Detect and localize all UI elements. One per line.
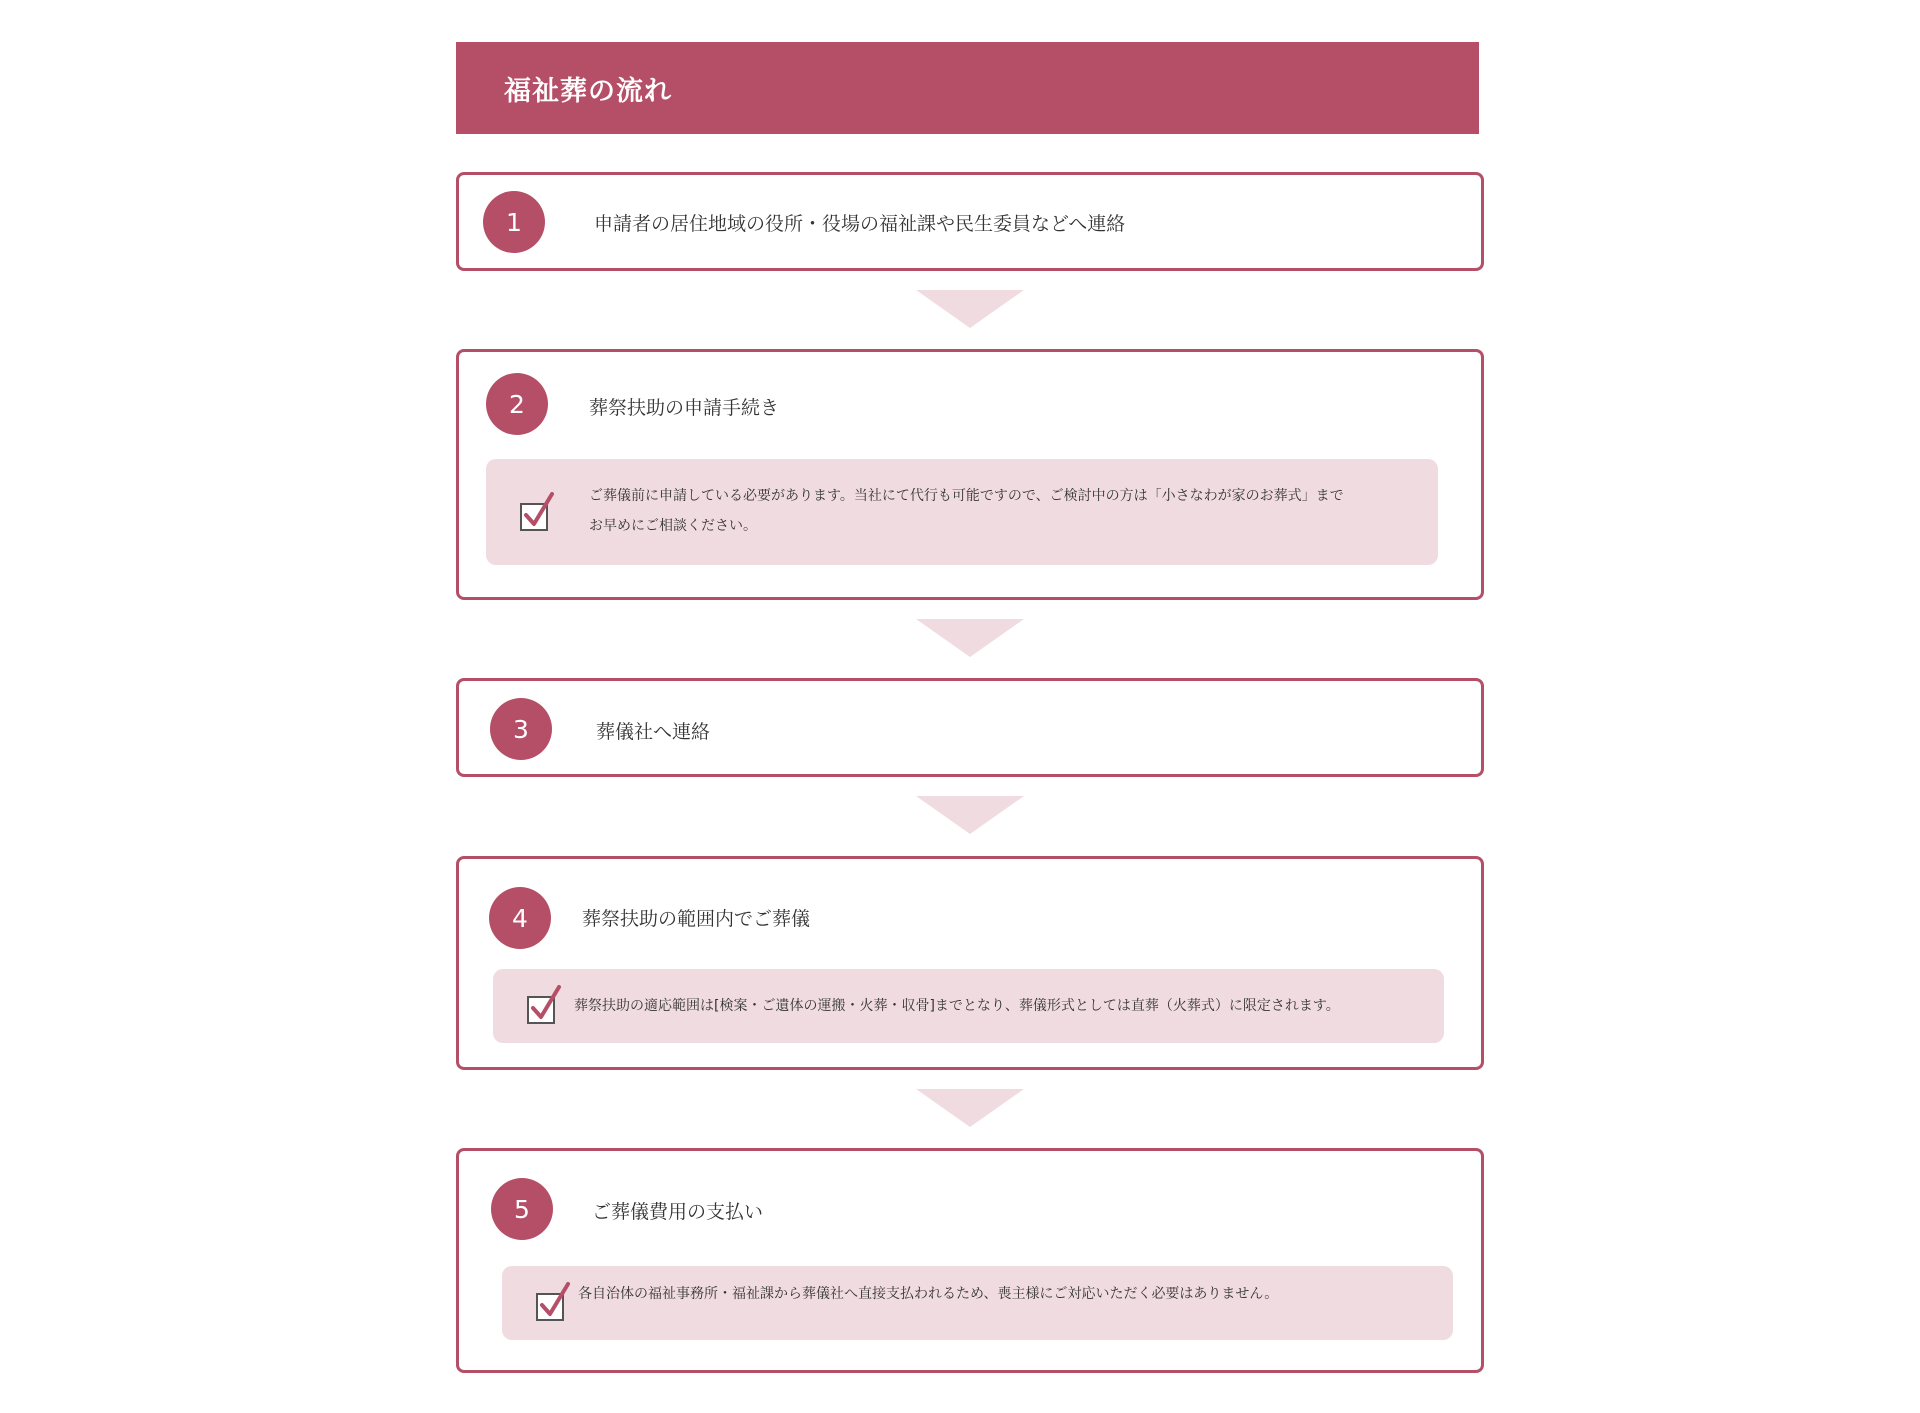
step-number-badge [489, 887, 551, 949]
checkbox-checked-icon [526, 984, 566, 1028]
step-note-text [578, 1279, 1278, 1309]
note-line: ご葬儀前に申請している必要があります。当社にて代行も可能ですので、ご検討中の方は「小さなわが家のお葬式」まで [589, 488, 1344, 504]
down-arrow-icon [916, 1089, 1024, 1127]
step-number: 2 [509, 389, 525, 419]
note-line: 各自治体の福祉事務所・福祉課から葬儀社へ直接支払われるため、喪主様にご対応いただく必要はありません。 [578, 1286, 1279, 1302]
step-4-card [456, 856, 1484, 1070]
step-number-badge [491, 1178, 553, 1240]
step-title: 葬祭扶助の範囲内でご葬儀 [582, 908, 811, 930]
checkbox-checked-icon [535, 1281, 575, 1325]
note-line: 葬祭扶助の適応範囲は[検案・ご遺体の運搬・火葬・収骨]までとなり、葬儀形式としては直葬（火葬式）に限定されます。 [574, 998, 1340, 1014]
funeral-flow [456, 42, 1480, 1302]
step-title: 葬儀社へ連絡 [596, 721, 711, 743]
step-note [486, 459, 1438, 565]
step-title: 葬祭扶助の申請手続き [589, 397, 780, 419]
step-number: 3 [513, 714, 529, 744]
note-line: お早めにご相談ください。 [589, 518, 757, 534]
step-note [502, 1266, 1453, 1340]
down-arrow-icon [916, 796, 1024, 834]
step-note-text [589, 481, 1344, 541]
down-arrow-icon [916, 619, 1024, 657]
page-title: 福祉葬の流れ [504, 75, 672, 107]
step-title: 申請者の居住地域の役所・役場の福祉課や民生委員などへ連絡 [594, 213, 1126, 235]
step-number-badge [486, 373, 548, 435]
step-5-card [456, 1148, 1484, 1373]
step-number: 1 [506, 207, 522, 237]
step-3-card [456, 678, 1484, 777]
step-number-badge [490, 698, 552, 760]
step-number-badge [483, 191, 545, 253]
step-note [493, 969, 1444, 1043]
step-title: ご葬儀費用の支払い [592, 1201, 764, 1223]
down-arrow-icon [916, 290, 1024, 328]
step-number: 4 [512, 903, 528, 933]
step-2-card [456, 349, 1484, 600]
step-1-card [456, 172, 1484, 271]
section-header [456, 42, 1479, 134]
checkbox-checked-icon [519, 491, 559, 535]
step-number: 5 [514, 1194, 530, 1224]
step-note-text [574, 991, 1340, 1021]
